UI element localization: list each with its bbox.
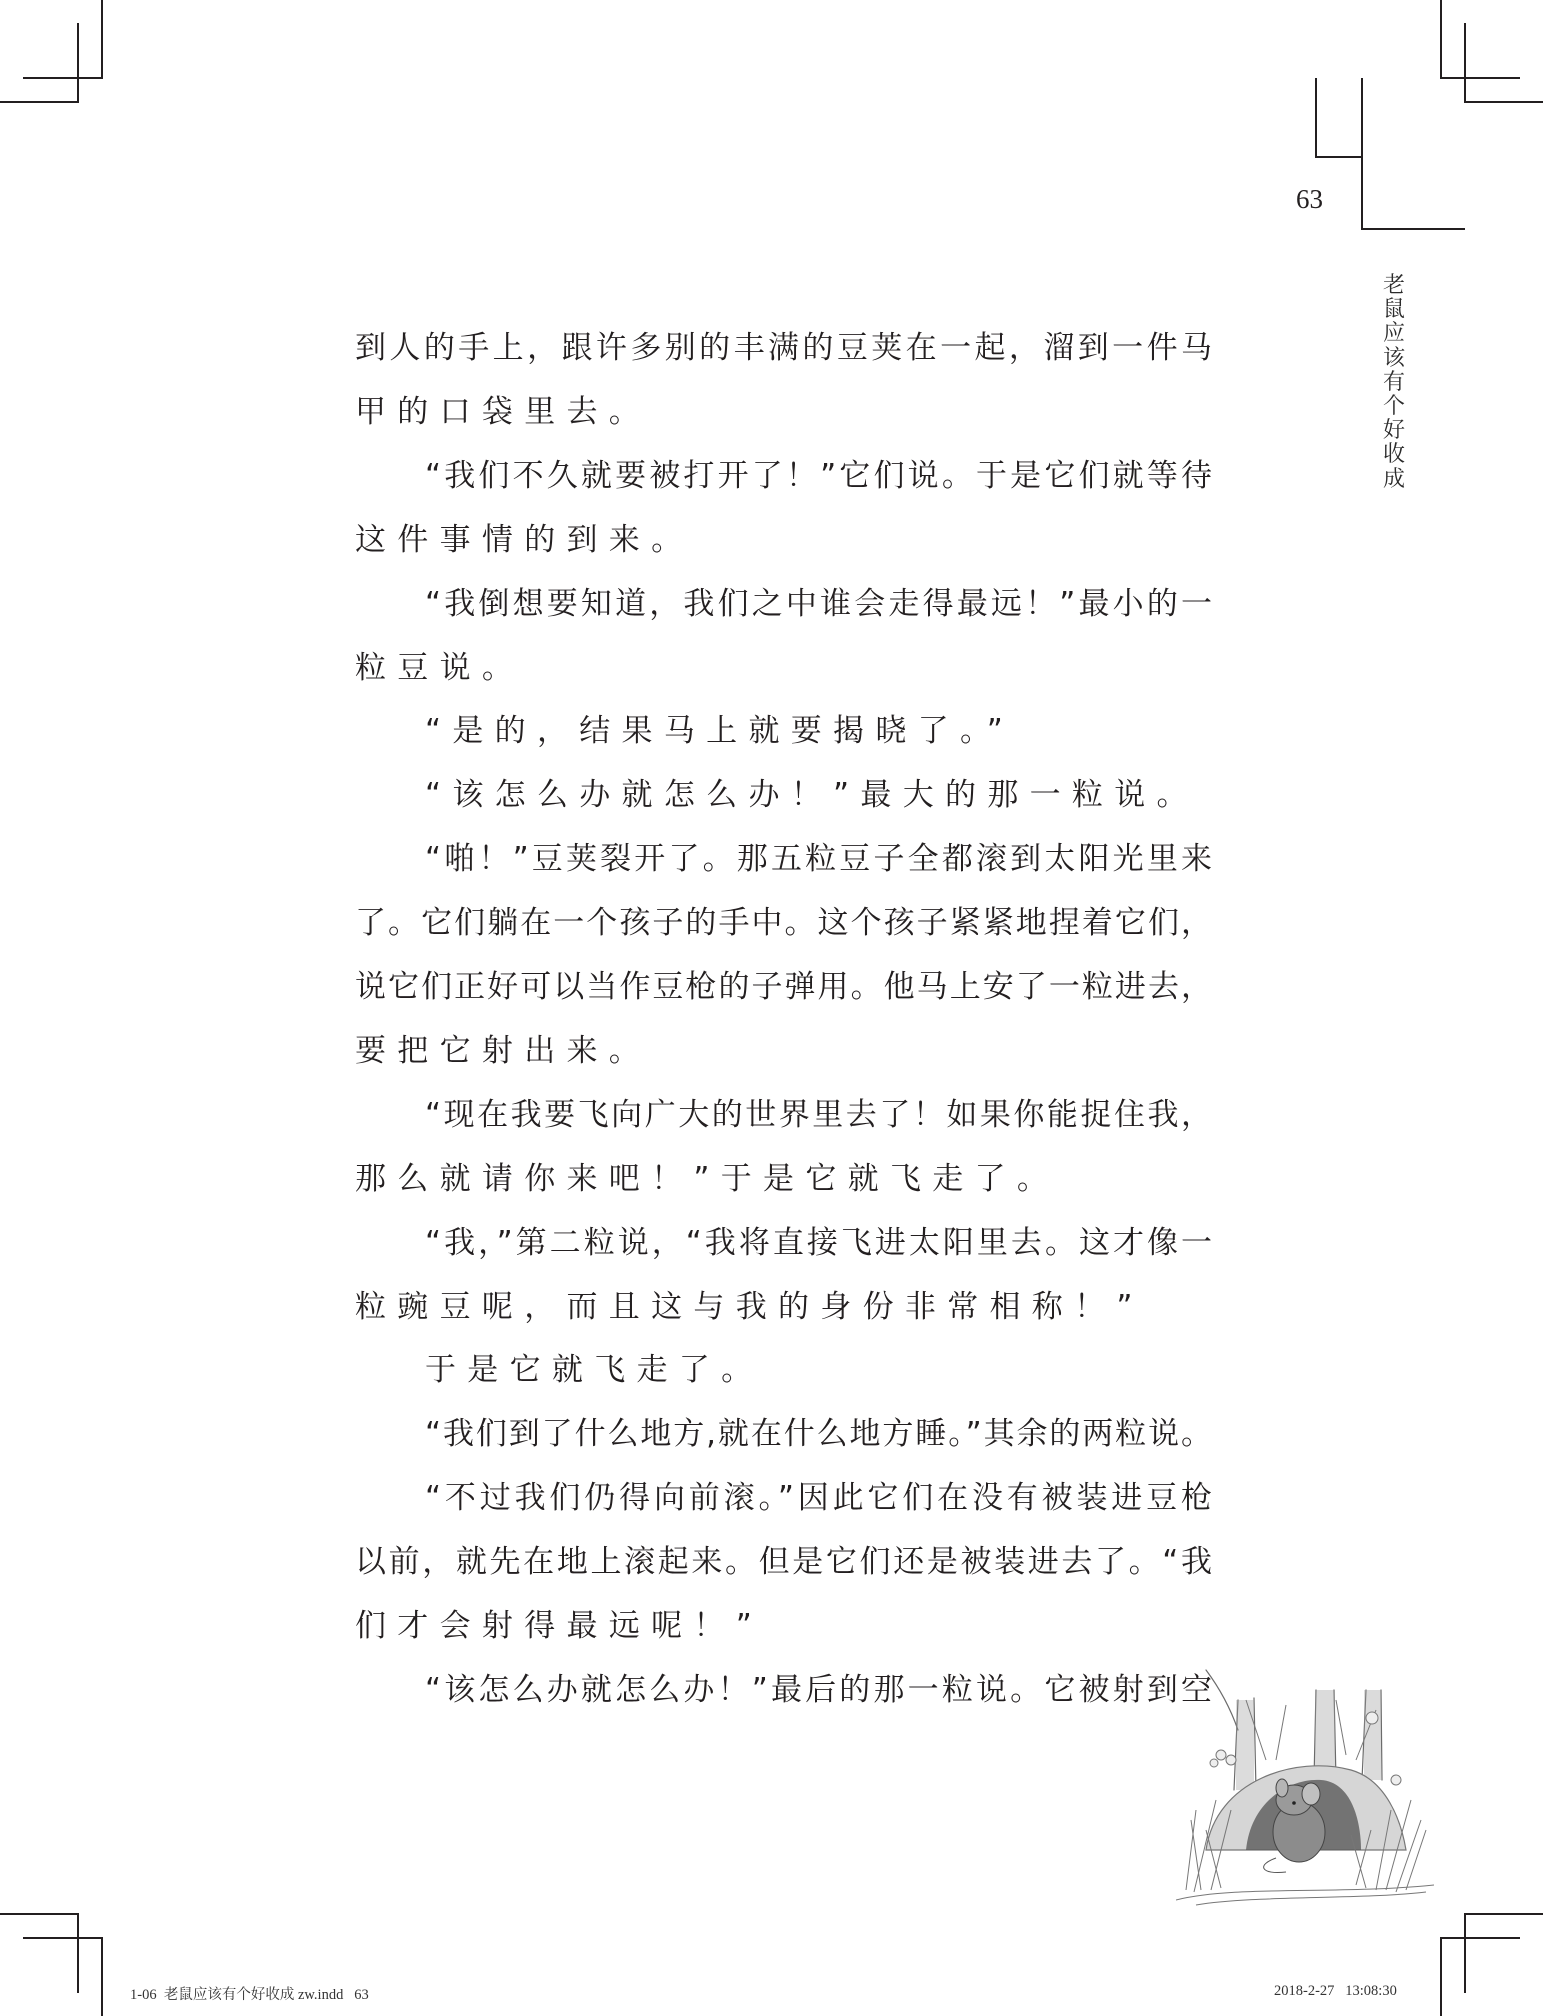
- crop-mark: [0, 101, 79, 103]
- crop-mark: [1440, 1937, 1520, 1939]
- text-line: “该怎么办就怎么办！”最大的那一粒说。: [425, 777, 1199, 814]
- footer-timestamp: 2018-2-27 13:08:30: [1274, 1983, 1397, 1999]
- text-line: “不过我们仍得向前滚。”因此它们在没有被装进豆枪: [425, 1480, 1212, 1517]
- text-line: “我们不久就要被打开了！”它们说。于是它们就等待: [425, 457, 1212, 494]
- crop-mark: [0, 1913, 79, 1915]
- text-line: “该怎么办就怎么办！”最后的那一粒说。它被射到空: [425, 1671, 1212, 1708]
- crop-mark: [77, 1913, 79, 1993]
- text-line: 粒豌豆呢，而且这与我的身份非常相称！”: [355, 1288, 1144, 1325]
- text-line: 要把它射出来。: [355, 1032, 652, 1069]
- text-line: 说它们正好可以当作豆枪的子弹用。他马上安了一粒进去，: [355, 969, 1212, 1005]
- crop-mark: [1464, 101, 1543, 103]
- running-title: 老 鼠 应 该 有 个 好 收 成: [1382, 273, 1405, 492]
- crop-mark: [1440, 1937, 1442, 2016]
- crop-mark: [1464, 1913, 1543, 1915]
- crop-mark: [1464, 23, 1466, 103]
- text-line: 们才会射得最远呢！”: [355, 1608, 764, 1644]
- crop-mark: [23, 1937, 103, 1939]
- crop-mark: [101, 0, 103, 79]
- text-line: 到人的手上，跟许多别的丰满的豆荚在一起，溜到一件马: [355, 330, 1212, 366]
- footer-file-info: 1-06 老鼠应该有个好收成 zw.indd 63: [130, 1987, 369, 2003]
- text-line: “我倒想要知道，我们之中谁会走得最远！”最小的一: [425, 585, 1212, 622]
- text-line: “现在我要飞向广大的世界里去了！如果你能捉住我，: [425, 1096, 1212, 1133]
- crop-mark: [77, 23, 79, 103]
- crop-mark: [1440, 77, 1520, 79]
- text-line: 那么就请你来吧！”于是它就飞走了。: [355, 1160, 1060, 1197]
- text-line: “是的，结果马上就要揭晓了。”: [425, 713, 1015, 750]
- crop-mark: [101, 1937, 103, 2016]
- text-line: 了。它们躺在一个孩子的手中。这个孩子紧紧地捏着它们，: [355, 905, 1212, 942]
- crop-mark: [1440, 0, 1442, 79]
- text-line: 这件事情的到来。: [355, 521, 694, 558]
- text-line: “啪！”豆荚裂开了。那五粒豆子全都滚到太阳光里来: [425, 841, 1212, 878]
- text-line: 以前，就先在地上滚起来。但是它们还是被装进去了。“我: [355, 1544, 1212, 1581]
- text-line: 于是它就飞走了。: [425, 1352, 764, 1389]
- text-line: “我们到了什么地方,就在什么地方睡。”其余的两粒说。: [425, 1416, 1212, 1453]
- text-line: “我，”第二粒说，“我将直接飞进太阳里去。这才像一: [425, 1224, 1212, 1261]
- mouse-burrow-illustration: [1176, 1660, 1434, 1906]
- text-line: 粒豆说。: [355, 649, 525, 686]
- text-line: 甲的口袋里去。: [355, 393, 652, 430]
- crop-mark: [1464, 1913, 1466, 1993]
- page-number: 63: [1296, 184, 1323, 214]
- crop-mark: [23, 77, 103, 79]
